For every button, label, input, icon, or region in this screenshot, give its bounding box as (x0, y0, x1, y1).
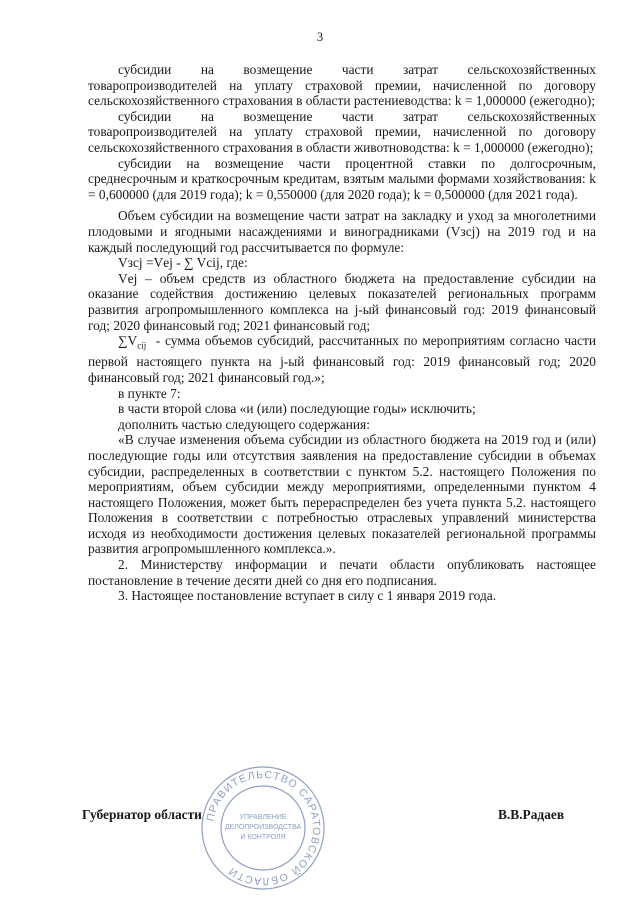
paragraph-sum-definition (88, 333, 596, 385)
paragraph-crop-insurance: субсидии на возмещение части затрат сельскохозяйственных товаропроизводителей на уплату страховой премии, начисленной по договору сельскохозяйственного страхования в области растениеводства: k = 1,000000 (ежегодно); (88, 62, 596, 109)
sum-symbol: ∑V (118, 333, 138, 349)
stamp-seal-icon (198, 763, 328, 893)
paragraph-interest-rate: субсидии на возмещение части процентной ставки по долгосрочным, среднесрочным и краткосрочным кредитам, взятым малыми формами хозяйствования: k = 0,600000 (для 2019 года); k = 0,550000 (для 2020 года); k = 0,500000 (для 2021 года). (88, 155, 596, 202)
paragraph-exclude-words: в части второй слова «и (или) последующие годы» исключить; (118, 401, 476, 417)
page-number: 3 (316, 30, 324, 44)
document-body (88, 62, 596, 604)
svg-text:ДЕЛОПРОИЗВОДСТВА: ДЕЛОПРОИЗВОДСТВА (224, 824, 302, 831)
paragraph-add-part: дополнить частью следующего содержания: (118, 416, 370, 432)
signatory-title: Губернатор области (82, 807, 202, 822)
official-stamp (198, 763, 328, 893)
svg-text:ПРАВИТЕЛЬСТВО САРАТОВСКОЙ ОБЛА: ПРАВИТЕЛЬСТВО САРАТОВСКОЙ ОБЛАСТИ (204, 768, 323, 888)
svg-text:И КОНТРОЛЯ: И КОНТРОЛЯ (240, 834, 286, 841)
paragraph-vej-definition: Vеj – объем средств из областного бюджета на предоставление субсидии на оказание содействия достижению целевых показателей региональных программ развития агропромышленного комплекса на j-ый финансовый год: 2019 финансовый год; 2020 финансовый год; 2021 финансовый год; (88, 270, 596, 333)
sum-subscript: сij (137, 340, 147, 351)
formula: Vзсj =Vеj - ∑ Vсij, где: (118, 255, 248, 271)
paragraph-new-part: «В случае изменения объема субсидии из областного бюджета на 2019 год и (или) последующие годы или отсутствия заявления на предоставление субсидии в объемах субсидии, распределенных в соответствии с пунктом 5.2. настоящего Положения по мероприятиям, объем субсидии между мероприятиями, определенными пунктом 4 настоящего Положения, может быть перераспределен без учета пункта 5.2. настоящего Положения в соответствии с потребностью отраслевых управлений министерства исходя из необходимости достижения целевых показателей региональной программы развития агропромышленного комплекса.». (88, 432, 596, 557)
sum-definition-text: - сумма объемов субсидий, рассчитанных по мероприятиям согласно части первой настоящего пункта на j-ый финансовый год: 2019 финансовый год; 2020 финансовый год; 2021 финансовый год.»; (88, 333, 596, 385)
paragraph-livestock-insurance: субсидии на возмещение части затрат сельскохозяйственных товаропроизводителей на уплату страховой премии, начисленной по договору сельскохозяйственного страхования в области животноводства: k = 1,000000 (ежегодно); (88, 108, 596, 155)
signatory-name: В.В.Радаев (498, 807, 565, 822)
paragraph-effective-date: 3. Настоящее постановление вступает в силу с 1 января 2019 года. (118, 588, 497, 604)
paragraph-point-7: в пункте 7: (118, 385, 181, 401)
paragraph-orchard-subsidy: Объем субсидии на возмещение части затрат на закладку и уход за многолетними плодовыми и ягодными насаждениями и виноградниками (Vзсj) на 2019 год и на каждый последующий год рассчитывается по формуле: (88, 208, 596, 255)
paragraph-publication: 2. Министерству информации и печати области опубликовать настоящее постановление в течение десяти дней со дня его подписания. (88, 557, 596, 588)
svg-text:УПРАВЛЕНИЕ: УПРАВЛЕНИЕ (239, 814, 287, 821)
